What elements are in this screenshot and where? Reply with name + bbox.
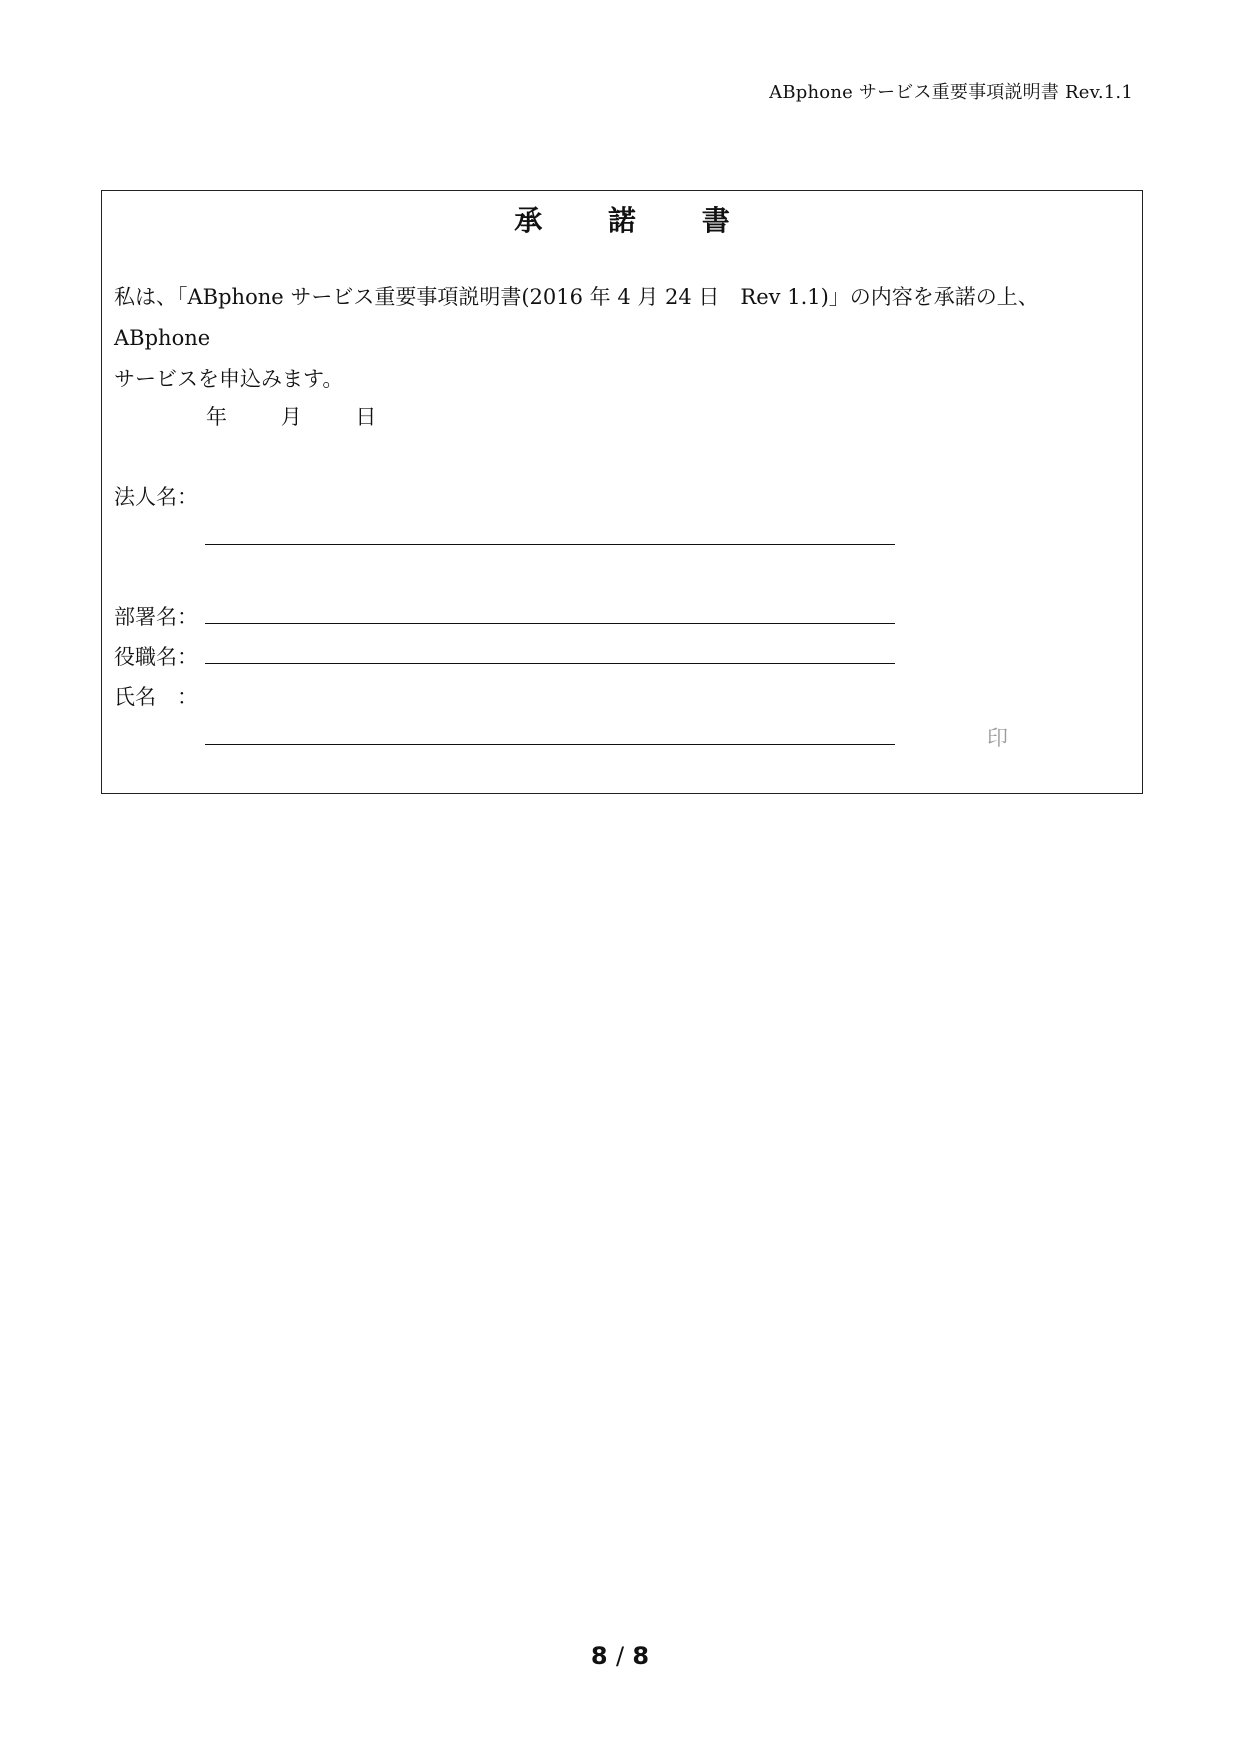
corporation-label: 法人名： xyxy=(114,485,198,509)
consent-line-2: サービスを申込みます。 xyxy=(114,367,344,391)
consent-statement xyxy=(114,277,1132,400)
department-label: 部署名： xyxy=(114,605,198,629)
corporation-line[interactable] xyxy=(205,544,895,545)
page-separator: / xyxy=(615,1642,625,1670)
department-line[interactable] xyxy=(205,623,895,624)
form-title: 承 諾 書 xyxy=(514,204,758,237)
position-line[interactable] xyxy=(205,663,895,664)
document-reference: ABphone サービス重要事項説明書 Rev.1.1 xyxy=(769,82,1133,103)
date-month-label: 月 xyxy=(280,405,302,429)
page-current: 8 xyxy=(590,1642,608,1670)
page-total: 8 xyxy=(632,1642,650,1670)
date-year-label: 年 xyxy=(206,405,227,429)
seal-mark: 印 xyxy=(987,726,1008,750)
consent-form xyxy=(101,190,1143,794)
name-line[interactable] xyxy=(205,744,895,745)
date-day-label: 日 xyxy=(355,405,377,429)
position-label: 役職名： xyxy=(114,645,198,669)
name-label: 氏名 ： xyxy=(114,685,198,709)
date-row xyxy=(206,401,423,431)
consent-line-1: 私は、「ABphone サービス重要事項説明書(2016 年 4 月 24 日 Rev 1.1)」の内容を承諾の上、ABphone xyxy=(114,285,1039,350)
page-number xyxy=(0,1642,1240,1670)
